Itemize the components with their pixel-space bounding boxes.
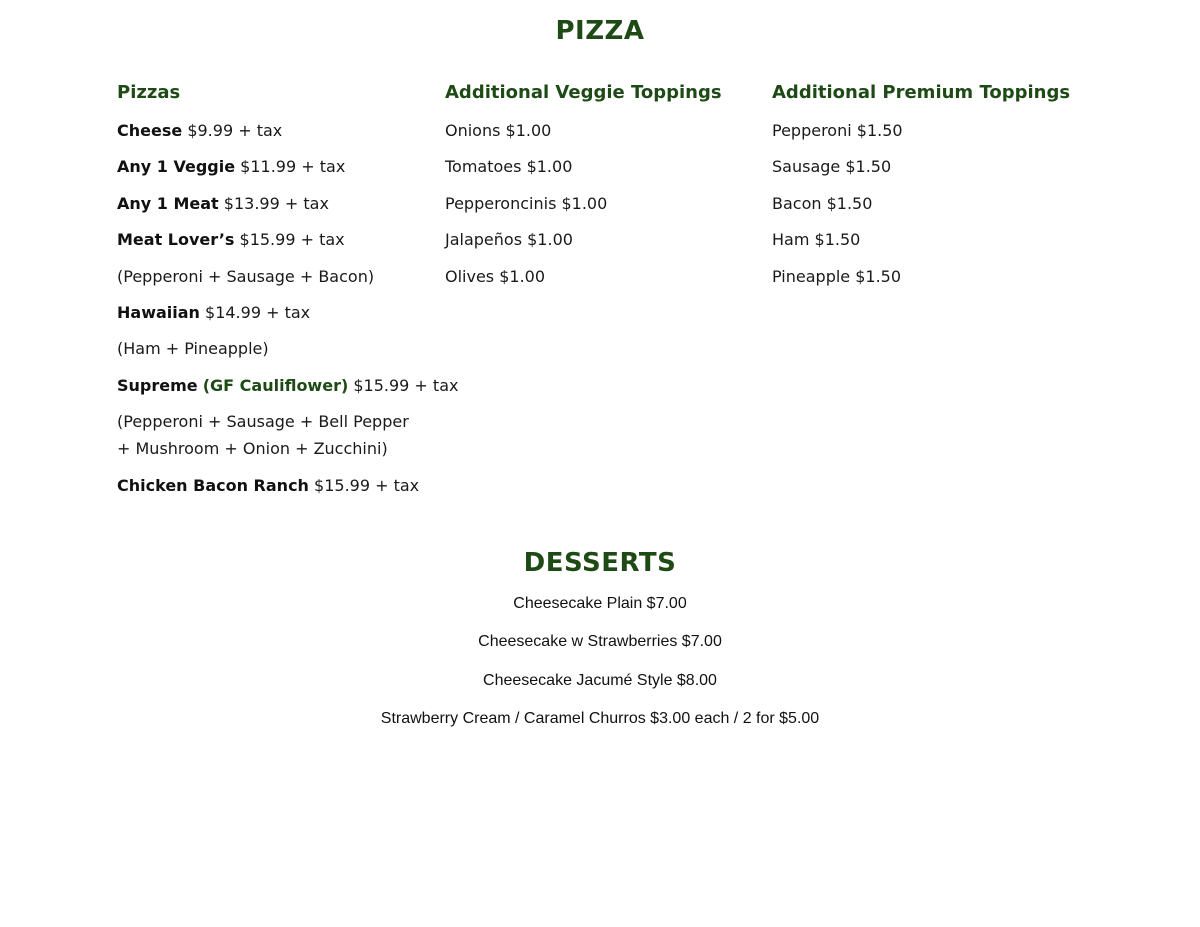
item-name: Hawaiian [117, 302, 200, 322]
menu-item-supreme [117, 372, 459, 399]
menu-item-any-1-veggie [117, 153, 437, 180]
dessert-item: Strawberry Cream / Caramel Churros $3.00 each / 2 for $5.00 [380, 709, 820, 727]
topping-item: Sausage $1.50 [772, 157, 892, 177]
dessert-item: Cheesecake w Strawberries $7.00 [478, 633, 722, 651]
topping-item: Bacon $1.50 [772, 193, 873, 213]
item-note-meat-lovers: (Pepperoni + Sausage + Bacon) [117, 266, 375, 286]
pizza-section-title: PIZZA [555, 16, 645, 46]
topping-item: Jalapeños $1.00 [445, 230, 573, 250]
gf-cauliflower-tag: (GF Cauliflower) [202, 375, 349, 395]
menu-item-cheese [117, 117, 437, 144]
topping-item: Olives $1.00 [445, 266, 546, 286]
item-price: $11.99 + tax [240, 157, 346, 177]
topping-item: Pepperoncinis $1.00 [445, 193, 608, 213]
item-price: $15.99 + tax [353, 375, 459, 395]
desserts-section-title: DESSERTS [523, 548, 677, 578]
veggie-toppings-column [445, 80, 765, 299]
premium-toppings-column [772, 80, 1092, 299]
item-name: Supreme [117, 375, 198, 395]
item-note-supreme: (Pepperoni + Sausage + Bell Pepper + Mushroom + Onion + Zucchini) [117, 412, 409, 459]
item-price: $13.99 + tax [223, 193, 329, 213]
item-price: $15.99 + tax [314, 475, 420, 495]
item-name: Any 1 Meat [117, 193, 219, 213]
item-name: Any 1 Veggie [117, 157, 236, 177]
item-name: Cheese [117, 121, 183, 140]
menu-item-hawaiian [117, 299, 437, 326]
item-name: Meat Lover’s [117, 230, 235, 250]
pizzas-column [117, 80, 459, 508]
menu-item-chicken-bacon-ranch [117, 472, 437, 499]
item-price: $15.99 + tax [239, 230, 345, 250]
menu-item-any-1-meat [117, 190, 437, 217]
item-price: $14.99 + tax [205, 302, 311, 322]
topping-item: Pineapple $1.50 [772, 266, 902, 286]
topping-item: Tomatoes $1.00 [445, 157, 573, 177]
item-note-hawaiian: (Ham + Pineapple) [117, 339, 269, 359]
topping-item: Onions $1.00 [445, 121, 552, 140]
pizzas-heading: Pizzas [117, 82, 181, 103]
dessert-item: Cheesecake Jacumé Style $8.00 [483, 671, 717, 689]
premium-toppings-heading: Additional Premium Toppings [772, 82, 1071, 103]
topping-item: Ham $1.50 [772, 230, 861, 250]
topping-item: Pepperoni $1.50 [772, 121, 903, 140]
item-name: Chicken Bacon Ranch [117, 475, 309, 495]
dessert-item: Cheesecake Plain $7.00 [513, 595, 687, 612]
menu-item-meat-lovers [117, 226, 437, 253]
item-price: $9.99 + tax [187, 121, 283, 140]
veggie-toppings-heading: Additional Veggie Toppings [445, 82, 722, 103]
desserts-list [0, 590, 1200, 743]
